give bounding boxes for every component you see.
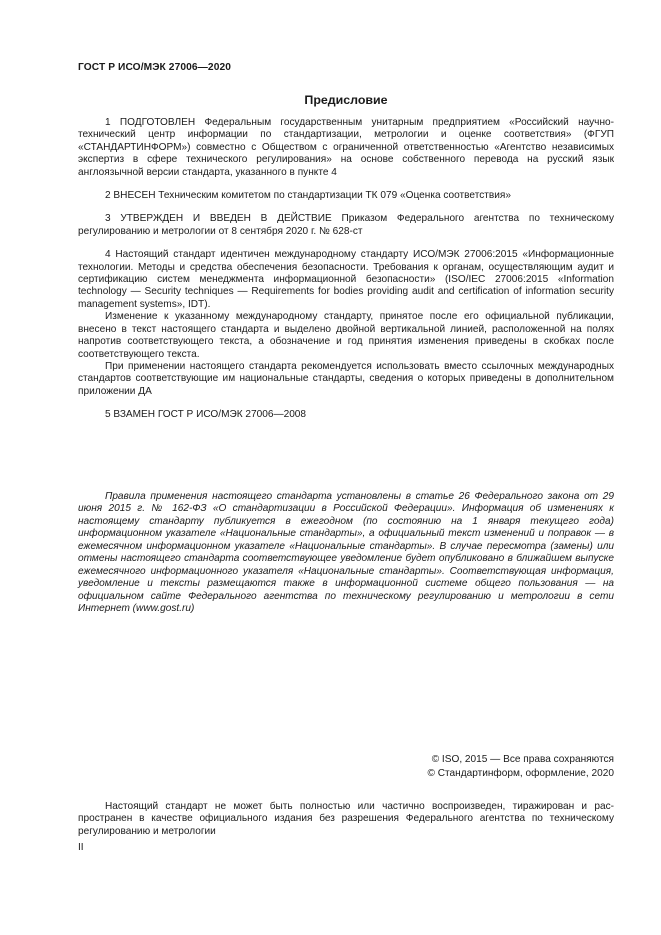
foreword-paragraph-4-amendment: Изменение к указанному международному стандарту, принятое после его официальной публикации, внесено в текст настоящего стандарта и выделено двойной вертикальной линией, расположенной на полях напротив соответствующего текста, а обозначение и год принятия изменения приведены в скобках после соответствующего текста. xyxy=(78,311,614,360)
foreword-title: Предисловие xyxy=(304,93,388,107)
foreword-paragraph-4: 4 Настоящий стандарт идентичен международному стандарту ИСО/МЭК 27006:2015 «Информационные технологии. Методы и средства обеспечения безопасности. Требования к органам, осуществляющим аудит и сертификацию систем менеджмента информационной безопасности» (ISO/IEC 27006:2015 «Information technology — Security techniques — Requirements for bodies providing audit and certification of information security management systems», IDT). xyxy=(78,249,614,310)
reproduction-text: Настоящий стандарт не может быть полностью или частично воспроизведен, тиражирован и распространен в качестве официального издания без разрешения Федерального агентства по техническому регулированию и метрологии xyxy=(78,801,614,837)
notice-text: Правила применения настоящего стандарта установлены в статье 26 Федерального закона от 29 июня 2015 г. № 162-ФЗ «О стандартизации в Российской Федерации». Информация об изменениях к настоящему стандарту публикуется в ежегодном (по состоянию на 1 января текущего года) информационном указателе «Национальные стандарты», а официальный текст изменений и поправок — в ежемесячном информационном указателе «Национальные стандарты». В случае пересмотра (замены) или отмены настоящего стандарта соответствующее уведомление будет опубликовано в ближайшем выпуске ежемесячного информационного указателя «Национальные стандарты». Соответствующая информация, уведомление и тексты размещаются также в информационной системе общего пользования — на официальном сайте Федерального агентства по техническому регулированию и метрологии в сети Интернет (www.gost.ru) xyxy=(78,491,614,615)
foreword-paragraph-2: 2 ВНЕСЕН Техническим комитетом по стандартизации ТК 079 «Оценка соответствия» xyxy=(105,190,511,202)
foreword-paragraph-5: 5 ВЗАМЕН ГОСТ Р ИСО/МЭК 27006—2008 xyxy=(105,409,307,421)
standartinform-copyright: © Стандартинформ, оформление, 2020 xyxy=(427,767,614,779)
foreword-paragraph-4-references: При применении настоящего стандарта рекомендуется использовать вместо ссылочных международных стандартов соответствующие им национальные стандарты, сведения о которых приведены в дополнительном приложении ДА xyxy=(78,360,614,397)
document-page xyxy=(78,0,614,935)
copyright-block xyxy=(427,753,614,780)
application-rules-notice xyxy=(78,491,614,616)
foreword-paragraph-3: 3 УТВЕРЖДЕН И ВВЕДЕН В ДЕЙСТВИЕ Приказом Федерального агентства по техническому регулированию и метрологии от 8 сентября 2020 г. № 628-ст xyxy=(78,213,614,237)
standard-code-header: ГОСТ Р ИСО/МЭК 27006—2020 xyxy=(78,62,231,73)
iso-copyright: © ISO, 2015 — Все права сохраняются xyxy=(431,754,614,765)
reproduction-notice xyxy=(78,801,614,838)
page-number: II xyxy=(78,842,84,853)
foreword-body xyxy=(78,117,614,422)
foreword-paragraph-1: 1 ПОДГОТОВЛЕН Федеральным государственным унитарным предприятием «Российский научно-технический центр информации по стандартизации, метрологии и оценке соответствия» (ФГУП «СТАНДАРТИНФОРМ») совместно с Обществом с ограниченной ответственностью «Агентство независимых экспертиз в сфере технического регулирования» на основе собственного перевода на русский язык англоязычной версии стандарта, указанного в пункте 4 xyxy=(78,117,614,178)
